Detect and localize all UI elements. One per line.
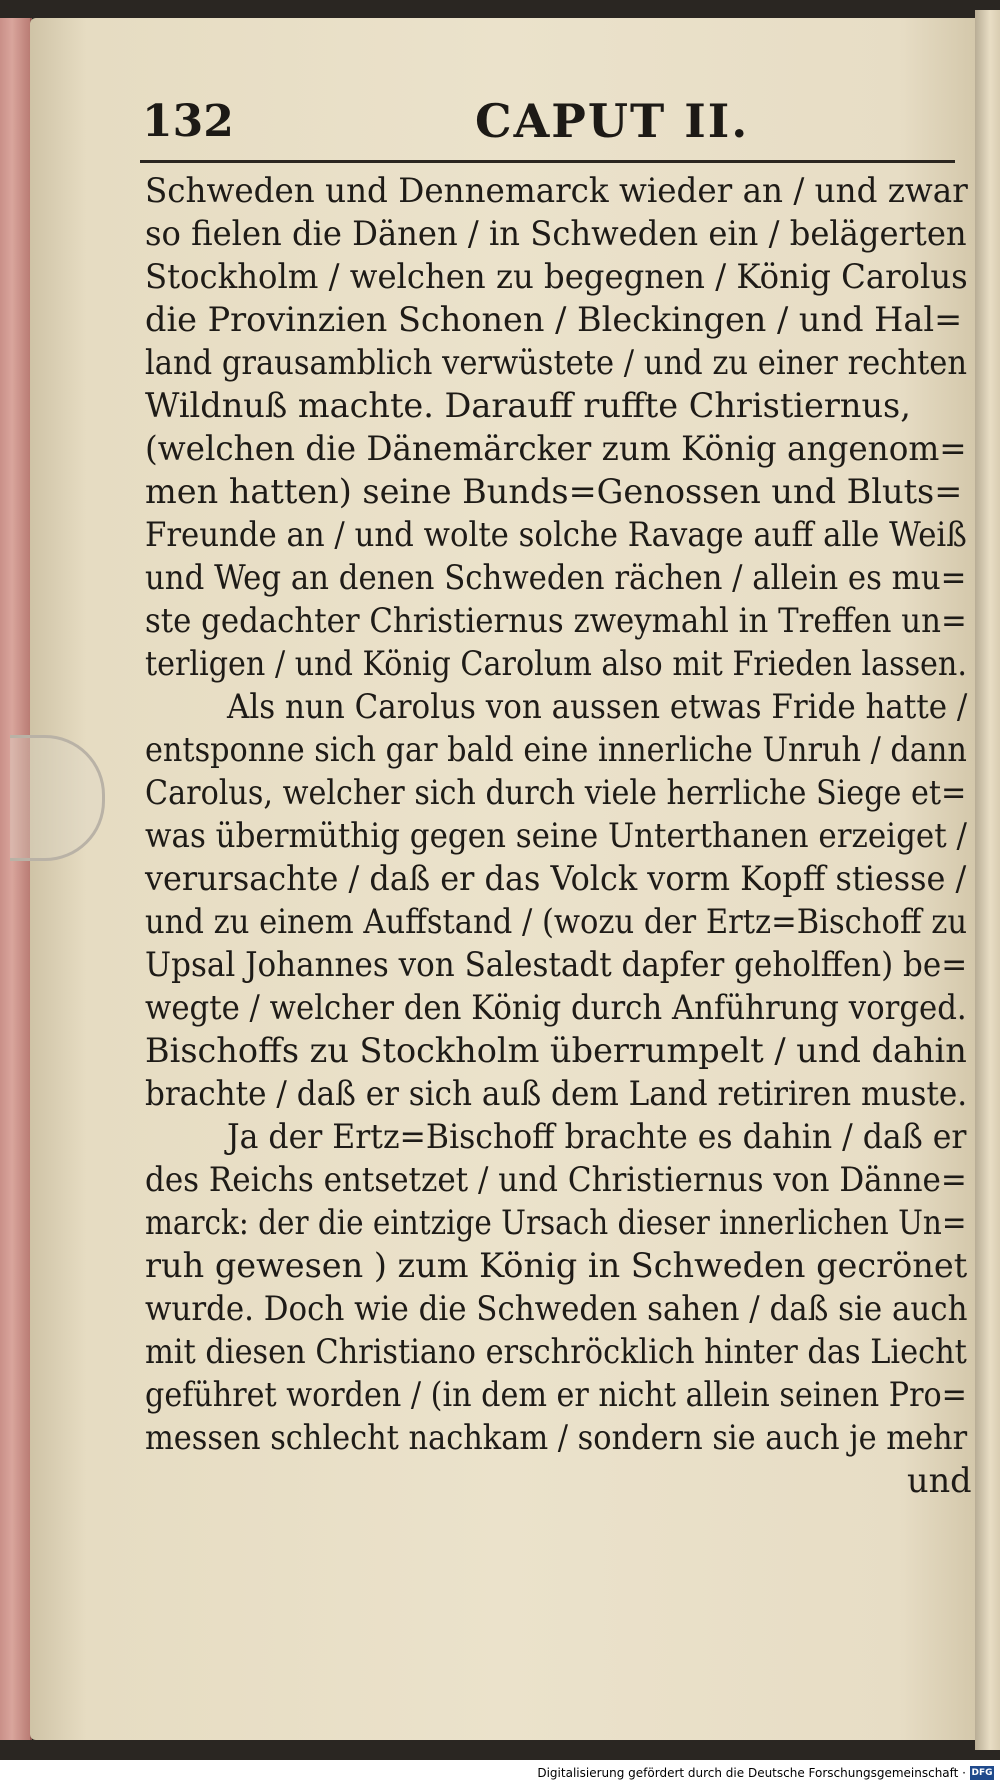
text-line: Stockholm / welchen zu begegnen / König Carolus — [145, 257, 968, 296]
text-line: Ja der Ertz=Bischoff brachte es dahin / daß er — [227, 1117, 967, 1156]
text-line: messen schlecht nachkam / sondern sie auch je mehr — [145, 1418, 968, 1457]
text-line: so fielen die Dänen / in Schweden ein / belägerten — [145, 214, 967, 253]
text-line: Schweden und Dennemarck wieder an / und zwar — [145, 171, 968, 210]
page-edge-left — [0, 18, 32, 1740]
text-line: Als nun Carolus von aussen etwas Fride hatte / — [227, 687, 968, 726]
page-number: 132 — [142, 96, 234, 147]
text-line: verursachte / daß er das Volck vorm Kopff stiesse / — [145, 859, 967, 898]
text-line: ruh gewesen ) zum König in Schweden gecrönet — [145, 1246, 968, 1285]
text-line: Upsal Johannes von Salestadt dapfer geholffen) be= — [145, 945, 968, 984]
running-head: CAPUT II. — [475, 94, 750, 148]
text-line: land grausamblich verwüstete / und zu einer rechten — [145, 343, 967, 382]
digitization-footer — [0, 1760, 1000, 1787]
page-header — [140, 90, 960, 150]
text-line: mit diesen Christiano erschröcklich hinter das Liecht — [145, 1332, 967, 1371]
header-rule — [140, 160, 955, 163]
text-line: Wildnuß machte. Darauff ruffte Christiernus, — [145, 386, 911, 425]
text-line: ste gedachter Christiernus zweymahl in Treffen un= — [145, 601, 967, 640]
dfg-logo: DFG — [971, 1768, 993, 1778]
text-line: und zu einem Auffstand / (wozu der Ertz=Bischoff zu — [145, 902, 968, 941]
text-line: die Provinzien Schonen / Bleckingen / und Hal= — [145, 300, 963, 339]
text-line: (welchen die Dänemärcker zum König angenom= — [145, 429, 967, 468]
text-line: Bischoffs zu Stockholm überrumpelt / und dahin — [145, 1031, 967, 1070]
text-line: entsponne sich gar bald eine innerliche Unruh / dann — [145, 730, 967, 769]
text-line: wegte / welcher den König durch Anführung vorged. — [145, 988, 967, 1027]
page-edge-right — [975, 10, 1000, 1750]
catchword: und — [907, 1461, 972, 1500]
text-line: Freunde an / und wolte solche Ravage auff alle Weiß — [145, 515, 967, 554]
text-line: wurde. Doch wie die Schweden sahen / daß sie auch — [145, 1289, 968, 1328]
text-line: was übermüthig gegen seine Unterthanen erzeiget / — [145, 816, 967, 855]
text-line: marck: der die eintzige Ursach dieser innerlichen Un= — [145, 1203, 967, 1242]
footer-credit: Digitalisierung gefördert durch die Deutsche Forschungsgemeinschaft · — [537, 1766, 966, 1780]
text-line: und Weg an denen Schweden rächen / allein es mu= — [145, 558, 967, 597]
text-line: brachte / daß er sich auß dem Land retiriren muste. — [145, 1074, 968, 1113]
text-line: Carolus, welcher sich durch viele herrliche Siege et= — [145, 773, 967, 812]
text-line: terligen / und König Carolum also mit Frieden lassen. — [145, 644, 967, 683]
text-line: men hatten) seine Bunds=Genossen und Bluts= — [145, 472, 963, 511]
text-line: geführet worden / (in dem er nicht allein seinen Pro= — [145, 1375, 967, 1414]
text-line: des Reichs entsetzet / und Christiernus von Dänne= — [145, 1160, 967, 1199]
